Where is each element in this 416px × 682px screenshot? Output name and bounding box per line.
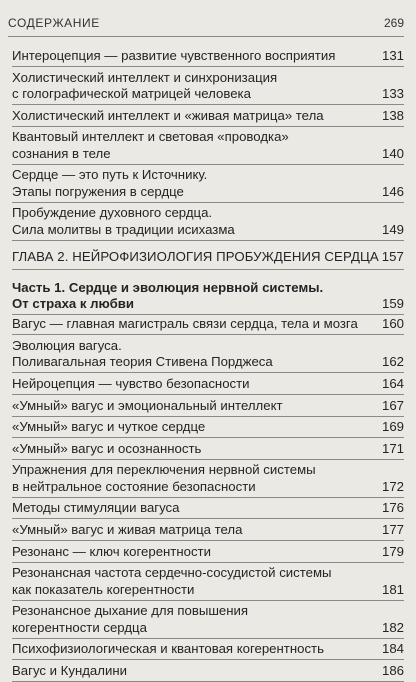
entry-divider xyxy=(12,437,404,438)
toc-entry xyxy=(12,316,404,332)
entry-row xyxy=(12,522,404,538)
entry-title-line: Интероцепция — развитие чувственного восприятия xyxy=(12,48,336,63)
entry-divider xyxy=(12,459,404,460)
entry-title-line: Резонансное дыхание для повышения xyxy=(12,603,249,619)
toc-entry xyxy=(12,462,404,495)
entry-page-number: 164 xyxy=(381,376,404,391)
entry-row xyxy=(12,48,404,64)
entry-page-number: 146 xyxy=(381,183,404,199)
entry-title-line: «Умный» вагус и эмоциональный интеллект xyxy=(12,397,283,413)
entry-page-number: 176 xyxy=(381,500,404,516)
page-number: 269 xyxy=(383,16,404,30)
entry-page-number: 172 xyxy=(381,478,404,494)
entry-row xyxy=(12,419,404,435)
part-title-line: Часть 1. Сердце и эволюция нервной системы. xyxy=(12,279,324,295)
entry-divider xyxy=(12,659,404,660)
entry-title-line: Квантовый интеллект и световая «проводка» xyxy=(12,129,289,145)
toc-entry xyxy=(12,441,404,457)
toc-entry xyxy=(12,500,404,516)
toc-entry xyxy=(12,544,404,560)
entry-title-line: сознания в теле xyxy=(12,145,111,161)
toc-entry xyxy=(12,522,404,538)
entry-row xyxy=(12,108,404,124)
entry-divider xyxy=(12,638,404,639)
entry-divider xyxy=(12,104,404,105)
entry-divider xyxy=(12,497,404,498)
entry-title-line: с голографической матрицей человека xyxy=(12,86,251,101)
entry-page-number: 182 xyxy=(381,619,404,635)
part-row xyxy=(12,296,404,312)
entry-row xyxy=(12,222,404,238)
entry-divider xyxy=(12,518,404,519)
toc-entry xyxy=(12,663,404,679)
entry-title-line: Сила молитвы в традиции исихазма xyxy=(12,221,235,237)
entry-row xyxy=(12,146,404,162)
entry-row xyxy=(12,398,404,414)
toc-entry xyxy=(12,641,404,657)
entry-title-line: Эволюция вагуса. xyxy=(12,338,122,353)
entry-page-number: 179 xyxy=(381,543,404,559)
entry-row xyxy=(12,376,404,392)
entry-divider xyxy=(12,394,404,395)
header-rule xyxy=(8,36,404,37)
entry-divider xyxy=(12,314,404,315)
entry-title-line: как показатель когерентности xyxy=(12,581,195,597)
chapter-page-number: 157 xyxy=(381,249,404,265)
part-title-line: От страха к любви xyxy=(12,296,134,311)
entry-page-number: 160 xyxy=(381,316,404,332)
entry-title-line: Резонанс — ключ когерентности xyxy=(12,543,211,559)
entry-divider xyxy=(12,540,404,541)
entry-page-number: 140 xyxy=(381,145,404,161)
toc-entry xyxy=(12,565,404,598)
chapter-heading xyxy=(12,249,404,265)
entry-title-line: Холистический интеллект и «живая матрица» тела xyxy=(12,107,324,123)
toc-entry xyxy=(12,398,404,414)
entry-divider xyxy=(12,126,404,127)
entry-page-number: 149 xyxy=(381,221,404,237)
entry-page-number: 167 xyxy=(381,397,404,413)
entry-title-line: «Умный» вагус и осознанность xyxy=(12,440,202,456)
entry-page-number: 133 xyxy=(381,86,404,101)
entry-divider xyxy=(12,562,404,563)
entry-title-line: Вагус — главная магистраль связи сердца, тела и мозга xyxy=(12,316,358,332)
part-heading xyxy=(12,280,404,313)
chapter-title: ГЛАВА 2. НЕЙРОФИЗИОЛОГИЯ ПРОБУЖДЕНИЯ СЕРДЦА xyxy=(12,249,379,265)
entry-row xyxy=(12,184,404,200)
page-header xyxy=(8,14,404,34)
toc-entry xyxy=(12,129,404,162)
entry-page-number: 169 xyxy=(381,419,404,435)
entry-divider xyxy=(12,372,404,373)
entry-title-line: Холистический интеллект и синхронизация xyxy=(12,69,278,85)
entry-title-line: когерентности сердца xyxy=(12,619,147,635)
entry-page-number: 138 xyxy=(381,107,404,123)
entry-divider xyxy=(12,164,404,165)
entry-divider xyxy=(12,600,404,601)
toc-entry xyxy=(12,338,404,371)
entry-title-line: Методы стимуляции вагуса xyxy=(12,500,180,516)
entry-row xyxy=(12,479,404,495)
entry-row xyxy=(12,86,404,102)
entry-row xyxy=(12,582,404,598)
entry-divider xyxy=(12,240,404,241)
entry-page-number: 181 xyxy=(381,581,404,597)
entry-title-line: Сердце — это путь к Источнику. xyxy=(12,167,208,183)
entry-page-number: 184 xyxy=(381,641,404,657)
entry-row xyxy=(12,544,404,560)
part-page-number: 159 xyxy=(381,296,404,311)
toc-entry xyxy=(12,376,404,392)
entry-divider xyxy=(12,416,404,417)
entry-page-number: 171 xyxy=(381,440,404,456)
toc-entry xyxy=(12,419,404,435)
entry-divider xyxy=(12,269,404,270)
entry-title-line: Поливагальная теория Стивена Порджеса xyxy=(12,354,273,370)
entry-page-number: 131 xyxy=(381,48,404,63)
entry-row xyxy=(12,354,404,370)
toc-entry xyxy=(12,108,404,124)
entry-page-number: 186 xyxy=(381,662,404,678)
entry-title-line: Упражнения для переключения нервной системы xyxy=(12,462,316,478)
entry-row xyxy=(12,316,404,332)
entry-divider xyxy=(12,66,404,67)
entry-title-line: Нейроцепция — чувство безопасности xyxy=(12,376,250,391)
entry-row xyxy=(12,620,404,636)
toc-entry xyxy=(12,48,404,64)
toc-entry xyxy=(12,603,404,636)
entry-row xyxy=(12,641,404,657)
entry-page-number: 177 xyxy=(381,522,404,537)
entry-title-line: Пробуждение духовного сердца. xyxy=(12,205,213,221)
entry-divider xyxy=(12,202,404,203)
entry-divider xyxy=(12,334,404,335)
entry-row xyxy=(12,663,404,679)
entry-title-line: «Умный» вагус и живая матрица тела xyxy=(12,522,243,537)
entry-title-line: Вагус и Кундалини xyxy=(12,662,127,678)
running-title: СОДЕРЖАНИЕ xyxy=(8,16,100,30)
entry-page-number: 162 xyxy=(381,354,404,370)
entry-title-line: «Умный» вагус и чуткое сердце xyxy=(12,419,206,435)
entry-row xyxy=(12,441,404,457)
entry-title-line: Психофизиологическая и квантовая когерентность xyxy=(12,641,324,657)
toc-entry xyxy=(12,70,404,103)
toc-entry xyxy=(12,205,404,238)
entry-title-line: в нейтральное состояние безопасности xyxy=(12,478,256,494)
toc-entry xyxy=(12,167,404,200)
entry-title-line: Этапы погружения в сердце xyxy=(12,183,184,199)
entry-row xyxy=(12,500,404,516)
entry-title-line: Резонансная частота сердечно-сосудистой системы xyxy=(12,565,332,581)
